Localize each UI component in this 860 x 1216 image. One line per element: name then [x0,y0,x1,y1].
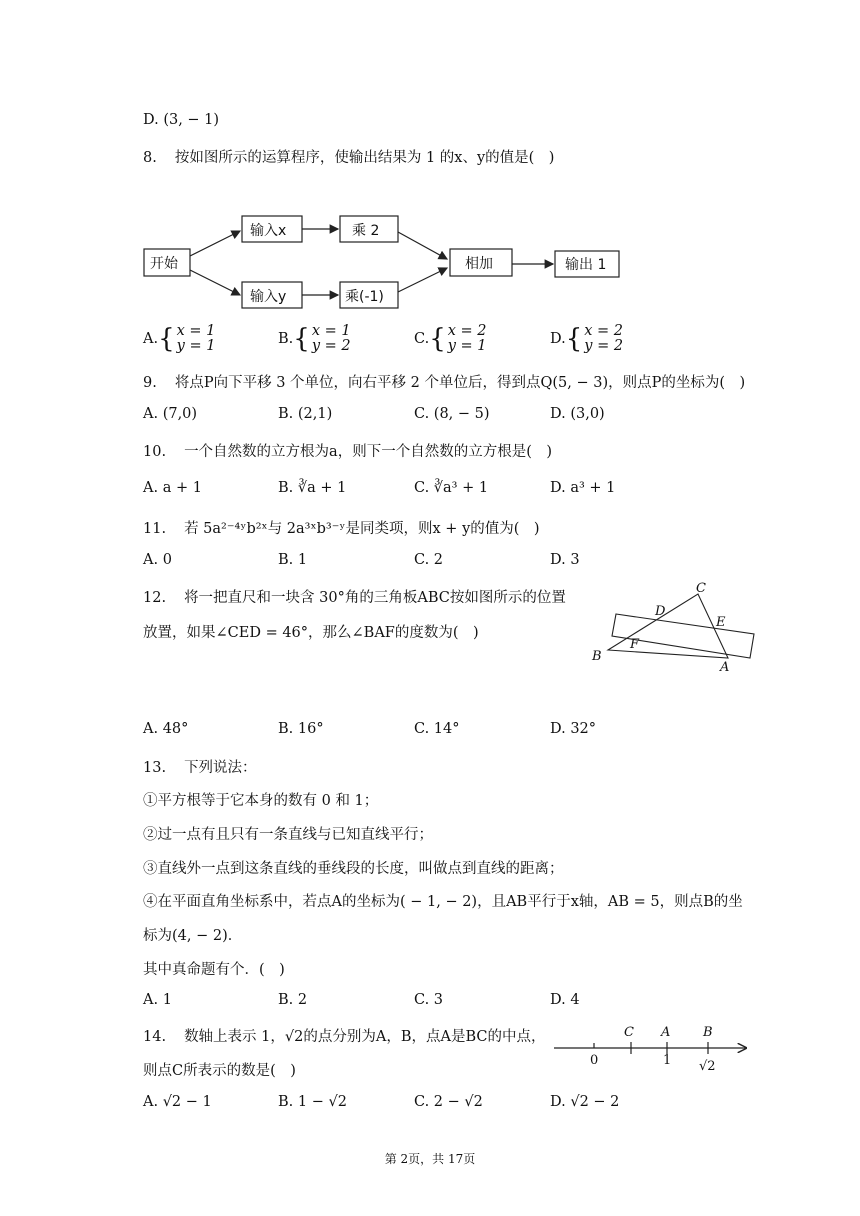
q8-stem [143,146,554,167]
q8-option-b-l2: y = 2 [311,338,351,354]
q10-stem [143,440,552,461]
q14-text1: 数轴上表示 1，√2的点分别为A，B，点A是BC的中点， [184,1029,546,1045]
q8-option-b-l1: x = 1 [311,323,351,339]
label-a: A [720,660,730,675]
q14-option-a: A. √2 − 1 [143,1094,212,1110]
q8-option-a-l1: x = 1 [176,323,216,339]
q12-option-a: A. 48° [143,721,189,737]
q12-text1: 将一把直尺和一块含 30°角的三角板ABC按如图所示的位置 [184,590,566,606]
page-footer: 第 2页，共 17页 [384,1152,476,1166]
q8-option-b: B.{ x = 1 y = 2 [278,323,351,354]
q11-text: 若 5a²⁻⁴ʸb²ˣ与 2a³ˣb³⁻ʸ是同类项，则x + y的值为( ) [184,521,540,537]
axis-label-c: C [624,1025,634,1040]
q14-option-d: D. √2 − 2 [550,1094,620,1110]
q12-option-c: C. 14° [414,721,460,737]
q8-option-c-l2: y = 1 [447,338,487,354]
q8-option-d-l2: y = 2 [584,338,624,354]
q13-item-3: ③直线外一点到这条直线的垂线段的长度，叫做点到直线的距离； [143,861,564,877]
axis-label-a: A [661,1025,671,1040]
q8-number: 8. [143,150,157,166]
q14-option-c: C. 2 − √2 [414,1094,483,1110]
q12-stem-line1 [143,586,566,607]
flow-output: 输出 1 [565,257,607,273]
flow-mul2: 乘 2 [352,223,380,239]
q13-number: 13. [143,760,167,776]
q12-figure [588,580,760,675]
q8-option-a: A.{ x = 1 y = 1 [143,323,216,354]
q10-number: 10. [143,444,167,460]
q13-option-a: A. 1 [143,992,172,1008]
flow-mul-neg1: 乘(-1) [345,289,384,305]
q11-option-c: C. 2 [414,552,444,568]
q10-option-a: A. a + 1 [143,480,202,496]
q13-option-b: B. 2 [278,992,308,1008]
q8-option-b-label: B. [278,331,294,347]
axis-label-b: B [703,1025,713,1040]
q13-item-1: ①平方根等于它本身的数有 0 和 1； [143,793,379,809]
triangle-abc [608,594,728,658]
q14-stem-line1 [143,1025,545,1046]
q8-option-c-l1: x = 2 [447,323,487,339]
flow-input-y: 输入y [250,289,287,305]
q10-option-d: D. a³ + 1 [550,480,616,496]
q9-text: 将点P向下平移 3 个单位，向右平移 2 个单位后，得到点Q(5, − 3)，则点P的坐标为( ) [174,375,746,391]
flow-add: 相加 [465,256,493,272]
q11-option-d: D. 3 [550,552,580,568]
q13-item-4-cont: 标为(4, − 2)． [143,928,243,944]
q8-option-c: C.{ x = 2 y = 1 [414,323,487,354]
q14-number-line [550,1020,750,1076]
q11-number: 11. [143,521,167,537]
q11-option-a: A. 0 [143,552,172,568]
axis-tick-sqrt2: √2 [699,1059,716,1074]
q9-number: 9. [143,375,157,391]
label-f: F [630,637,640,652]
q14-number: 14. [143,1029,167,1045]
label-c: C [696,581,706,596]
flow-start: 开始 [150,256,178,272]
label-d: D [655,604,666,619]
label-e: E [716,615,726,630]
q8-text: 按如图所示的运算程序，使输出结果为 1 的x、y的值是( ) [174,150,555,166]
q12-number: 12. [143,590,167,606]
q9-stem [143,371,745,392]
q13-option-c: C. 3 [414,992,444,1008]
q13-stem [143,756,257,777]
q12-stem-line2: 放置，如果∠CED = 46°，那么∠BAF的度数为( ) [143,625,479,641]
q13-item-4: ④在平面直角坐标系中，若点A的坐标为( − 1, − 2)，且AB平行于x轴，AB = 5，则点B的坐 [143,894,743,910]
q9-option-c: C. (8, − 5) [414,406,490,422]
q8-option-d-label: D. [550,331,566,347]
q11-option-b: B. 1 [278,552,308,568]
q9-option-a: A. (7,0) [143,406,198,422]
q8-option-d: D.{ x = 2 y = 2 [550,323,624,354]
q13-option-d: D. 4 [550,992,580,1008]
q8-option-a-l2: y = 1 [176,338,216,354]
q7-option-d: D. (3, − 1) [143,112,220,128]
q8-option-a-label: A. [143,331,159,347]
q10-text: 一个自然数的立方根为a，则下一个自然数的立方根是( ) [184,444,553,460]
flow-input-x: 输入x [250,223,287,239]
q13-text: 下列说法： [184,760,257,776]
axis-tick-0: 0 [590,1053,599,1068]
q8-flowchart [140,210,630,315]
q13-question: 其中真命题有个．( ) [143,962,285,978]
q14-option-b: B. 1 − √2 [278,1094,347,1110]
q11-stem [143,517,540,538]
q10-option-b: B. ∛a + 1 [278,480,347,496]
label-b: B [592,649,602,664]
q8-option-d-l1: x = 2 [584,323,624,339]
q8-option-c-label: C. [414,331,430,347]
q12-option-b: B. 16° [278,721,324,737]
q13-item-2: ②过一点有且只有一条直线与已知直线平行； [143,827,433,843]
q12-option-d: D. 32° [550,721,597,737]
axis-tick-1: 1 [663,1053,672,1068]
q9-option-b: B. (2,1) [278,406,333,422]
q10-option-c: C. ∛a³ + 1 [414,480,489,496]
q9-option-d: D. (3,0) [550,406,605,422]
q14-stem-line2: 则点C所表示的数是( ) [143,1063,296,1079]
